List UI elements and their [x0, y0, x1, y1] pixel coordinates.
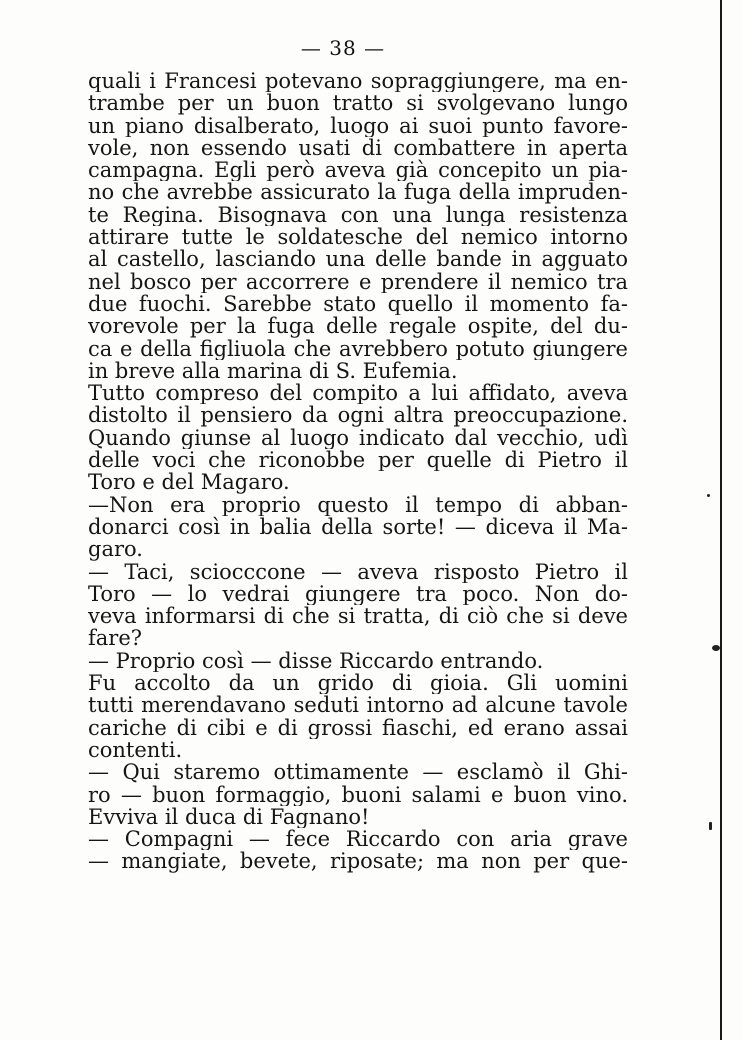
ink-speck: [712, 645, 720, 651]
text-line: un piano disalberato, luogo ai suoi punto favore-: [88, 114, 628, 137]
text-line: distolto il pensiero da ogni altra preoccupazione.: [88, 404, 628, 427]
ink-speck: [709, 822, 712, 830]
text-line: Tutto compreso del compito a lui affidato, aveva: [88, 382, 628, 405]
text-line: delle voci che riconobbe per quelle di Pietro il: [88, 449, 628, 472]
text-line: — Proprio così — disse Riccardo entrando.: [88, 649, 544, 673]
text-line: — mangiate, bevete, riposate; ma non per que-: [88, 850, 628, 873]
text-line: ro — buon formaggio, buoni salami e buon vino.: [88, 783, 628, 806]
text-line: garo.: [88, 538, 143, 561]
text-line: trambe per un buon tratto si svolgevano lungo: [88, 92, 628, 115]
text-line: al castello, lasciando una delle bande in agguato: [88, 248, 628, 271]
text-line: contenti.: [88, 738, 183, 762]
text-line: Toro — lo vedrai giungere tra poco. Non do-: [88, 582, 628, 606]
text-line: quali i Francesi potevano sopraggiungere, ma en-: [88, 70, 628, 93]
text-line: Evviva il duca di Fagnano!: [88, 805, 370, 829]
page-number: — 38 —: [300, 36, 386, 60]
text-line: ca e della figliuola che avrebbero potuto giungere: [88, 337, 628, 360]
text-line: te Regina. Bisognava con una lunga resistenza: [88, 203, 628, 227]
text-line: in breve alla marina di S. Eufemia.: [88, 359, 458, 383]
text-line: vole, non essendo usati di combattere in aperta: [88, 136, 628, 160]
text-line: — Compagni — fece Riccardo con aria grave: [88, 828, 628, 851]
text-line: fare?: [88, 627, 143, 650]
text-line: Toro e del Magaro.: [88, 471, 290, 494]
page-edge-line: [720, 0, 722, 1040]
text-line: veva informarsi di che si tratta, di ciò che si deve: [88, 605, 628, 628]
text-line: nel bosco per accorrere e prendere il nemico tra: [88, 270, 628, 293]
text-line: —Non era proprio questo il tempo di abban-: [88, 493, 628, 516]
text-line: no che avrebbe assicurato la fuga della impruden-: [88, 181, 628, 204]
text-line: — Qui staremo ottimamente — esclamò il Ghi-: [88, 761, 628, 784]
text-line: vorevole per la fuga delle regale ospite, del du-: [88, 315, 628, 338]
text-line: Quando giunse al luogo indicato dal vecchio, udì: [88, 426, 628, 450]
text-line: — Taci, sciocccone — aveva risposto Pietro il: [88, 560, 628, 583]
text-line: due fuochi. Sarebbe stato quello il momento fa-: [88, 292, 628, 316]
text-line: attirare tutte le soldatesche del nemico intorno: [88, 226, 628, 249]
body-text: [88, 70, 628, 873]
text-line: tutti merendavano seduti intorno ad alcune tavole: [88, 694, 628, 717]
text-line: Fu accolto da un grido di gioia. Gli uomini: [88, 672, 628, 695]
text-line: donarci così in balia della sorte! — diceva il Ma-: [88, 515, 628, 539]
ink-speck: [707, 494, 710, 497]
text-line: cariche di cibi e di grossi fiaschi, ed erano assai: [88, 716, 628, 739]
text-line: campagna. Egli però aveva già concepito un pia-: [88, 159, 628, 182]
